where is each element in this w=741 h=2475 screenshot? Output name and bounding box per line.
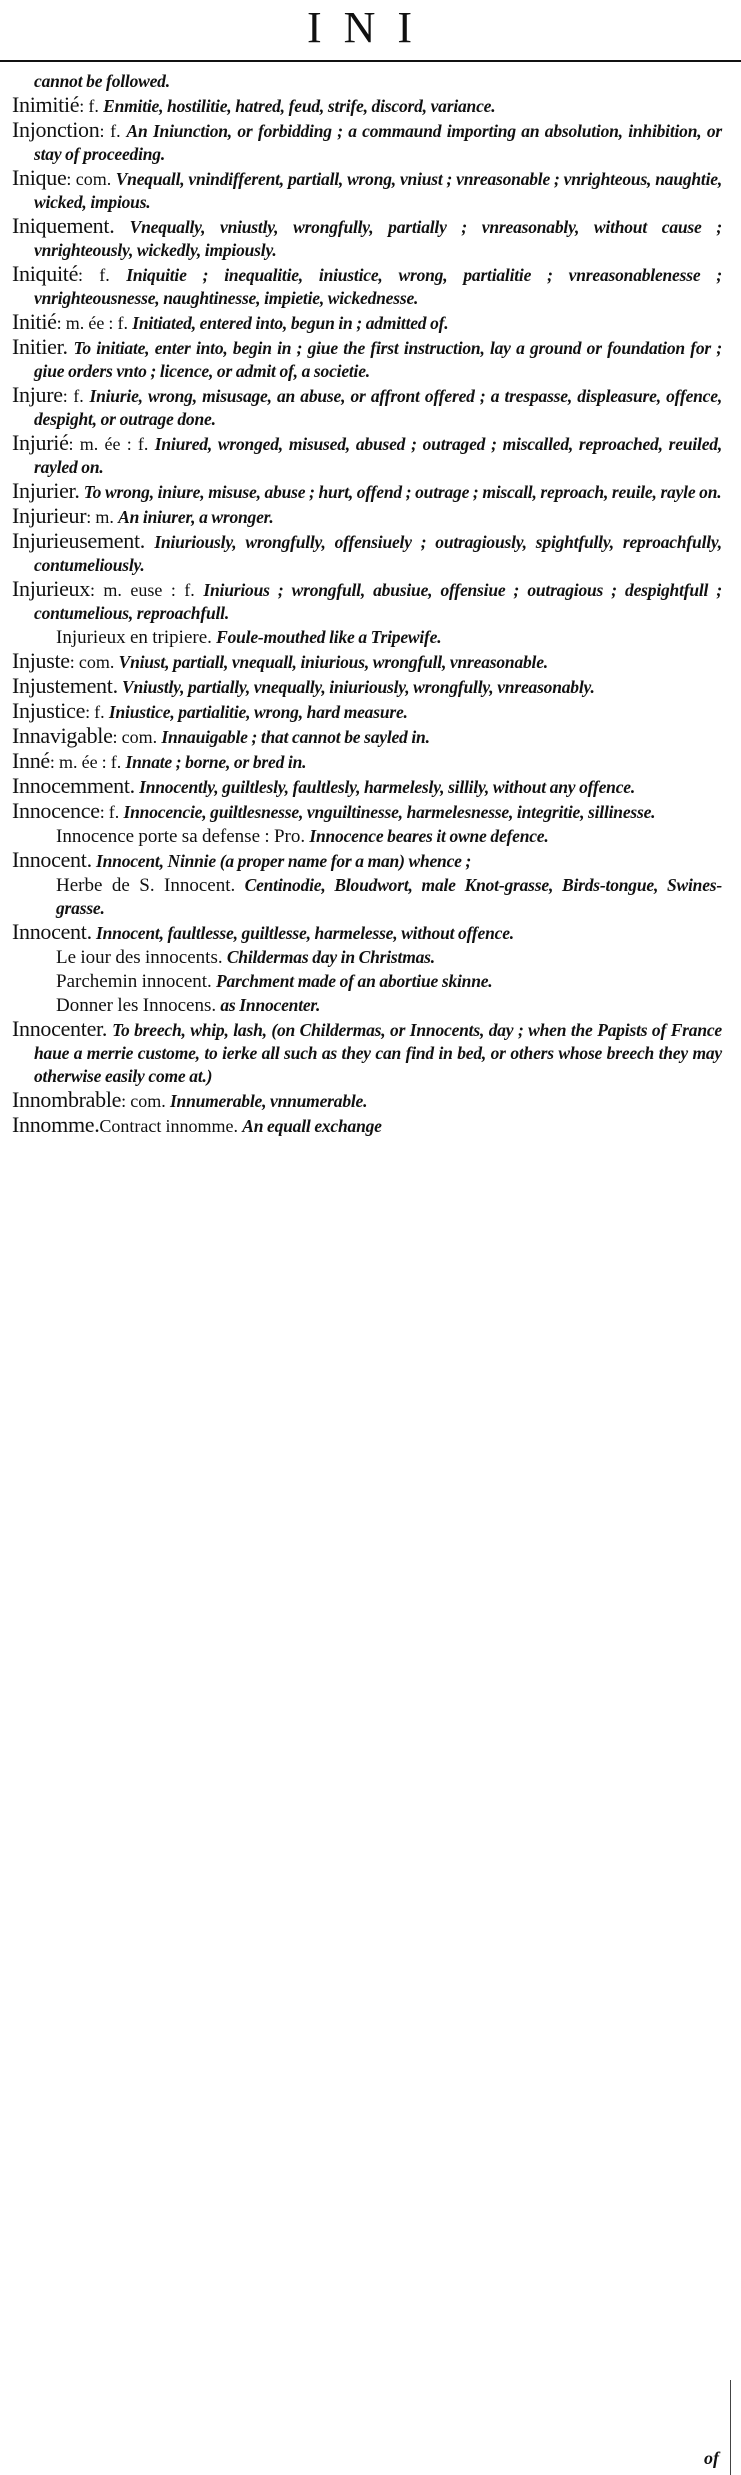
english-gloss: Innumerable, vnnumerable.	[169, 1091, 368, 1111]
grammar-label: : f.	[78, 265, 110, 285]
headword: Injurier.	[12, 478, 80, 503]
english-gloss: Innocently, guiltlesly, faultlesly, harmelesly, sillily, without any offence.	[139, 777, 636, 797]
headword: Innocemment.	[12, 773, 135, 798]
grammar-label: : m. ée : f.	[56, 313, 129, 333]
dictionary-entry	[12, 311, 722, 335]
grammar-label: : f.	[99, 802, 120, 822]
headword: Innavigable	[12, 723, 113, 748]
dictionary-entry	[12, 336, 722, 383]
english-gloss: Enmitie, hostilitie, hatred, feud, strife, discord, variance.	[103, 96, 496, 116]
english-gloss: Vnequally, vniustly, wrongfully, partially ; vnreasonably, without cause ; vnrighteously, wickedly, impiously.	[34, 217, 722, 260]
english-gloss: Iniurious ; wrongfull, abusiue, offensiue ; outragious ; despightfull ; contumelious, reproachfull.	[34, 580, 722, 623]
headword: Injure	[12, 382, 63, 407]
headword: Injurieur	[12, 503, 87, 528]
english-gloss: An iniurer, a wronger.	[118, 507, 274, 527]
headword: Initié	[12, 309, 57, 334]
phrase-lead: Injurieux en tripiere.	[56, 627, 212, 648]
english-gloss: Innocencie, guiltlesnesse, vnguiltinesse, harmelesnesse, integritie, sillinesse.	[123, 802, 656, 822]
dictionary-entry	[12, 215, 722, 262]
headword: Injustement.	[12, 673, 118, 698]
english-gloss: Iniustice, partialitie, wrong, hard measure.	[108, 702, 408, 722]
dictionary-entry	[12, 119, 722, 166]
sub-entry	[34, 946, 722, 969]
english-gloss: An equall exchange	[242, 1116, 382, 1136]
dictionary-entry	[12, 263, 722, 310]
dictionary-entry	[12, 1114, 722, 1138]
english-gloss: Innauigable ; that cannot be sayled in.	[161, 727, 430, 747]
dictionary-entry	[12, 800, 722, 824]
english-gloss: as Innocenter.	[220, 995, 321, 1015]
dictionary-entry	[12, 750, 722, 774]
header-rule	[0, 60, 741, 62]
dictionary-entry	[12, 432, 722, 479]
english-gloss: Iniurie, wrong, misusage, an abuse, or affront offered ; a trespasse, displeasure, offence, despight, or outrage done.	[34, 386, 722, 429]
running-head: INI	[306, 3, 435, 52]
english-gloss: cannot be followed.	[34, 71, 170, 91]
english-gloss: To breech, whip, lash, (on Childermas, or Innocents, day ; when the Papists of France haue a merrie custome, to ierke all such as they can find in bed, or others whose breech they may otherwise easily come at.)	[34, 1020, 722, 1086]
headword: Inné	[12, 748, 50, 773]
dictionary-entry	[12, 849, 722, 873]
english-gloss: Foule-mouthed like a Tripewife.	[216, 627, 442, 647]
headword: Innombrable	[12, 1087, 122, 1112]
page-header	[0, 0, 741, 64]
english-gloss: To wrong, iniure, misuse, abuse ; hurt, offend ; outrage ; miscall, reproach, reuile, rayle on.	[83, 482, 722, 502]
headword: Injonction	[12, 117, 100, 142]
grammar-label: : m.	[86, 507, 114, 527]
sub-entry	[34, 970, 722, 993]
english-gloss: Innocent, faultlesse, guiltlesse, harmelesse, without offence.	[96, 923, 514, 943]
grammar-label: : f.	[99, 121, 121, 141]
sub-entry	[34, 874, 722, 920]
headword: Iniquité	[12, 261, 79, 286]
headword: Inique	[12, 165, 67, 190]
grammar-label: : f.	[79, 96, 99, 116]
column-rule	[730, 2380, 731, 2475]
dictionary-entry	[12, 505, 722, 529]
grammar-label: Contract innomme.	[99, 1116, 238, 1136]
phrase-lead: Herbe de S. Innocent.	[56, 875, 236, 896]
english-gloss: Innocence beares it owne defence.	[309, 826, 549, 846]
sub-entry	[34, 825, 722, 848]
dictionary-entry	[12, 530, 722, 577]
headword: Innocenter.	[12, 1016, 108, 1041]
english-gloss: Innocent, Ninnie (a proper name for a man) whence ;	[96, 851, 472, 871]
english-gloss: Iniuriously, wrongfully, offensiuely ; outragiously, spightfully, reproachfully, contumeliously.	[34, 532, 722, 575]
dictionary-entry	[12, 1018, 722, 1088]
dictionary-entry	[12, 650, 722, 674]
dictionary-entry	[12, 775, 722, 799]
dictionary-entry	[12, 480, 722, 504]
dictionary-entry	[12, 675, 722, 699]
english-gloss: Iniquitie ; inequalitie, iniustice, wrong, partialitie ; vnreasonablenesse ; vnrighteousnesse, naughtinesse, impietie, wickednesse.	[34, 265, 722, 308]
grammar-label: : f.	[62, 386, 84, 406]
dictionary-entry	[12, 384, 722, 431]
headword: Initier.	[12, 334, 68, 359]
grammar-label: : com.	[121, 1091, 166, 1111]
english-gloss: Vniust, partiall, vnequall, iniurious, wrongfull, vnreasonable.	[118, 652, 548, 672]
sub-entry	[34, 994, 722, 1017]
headword: Innomme.	[12, 1112, 100, 1137]
phrase-lead: Le iour des innocents.	[56, 947, 223, 968]
english-gloss: To initiate, enter into, begin in ; giue the first instruction, lay a ground or foundation for ; giue orders vnto ; licence, or admit of, a societie.	[34, 338, 722, 381]
headword: Innocence	[12, 798, 100, 823]
headword: Injurieusement.	[12, 528, 145, 553]
grammar-label: : m. euse : f.	[89, 580, 195, 600]
dictionary-entry	[12, 921, 722, 945]
english-gloss: Vnequall, vnindifferent, partiall, wrong, vniust ; vnreasonable ; vnrighteous, naughtie, wicked, impious.	[34, 169, 723, 212]
entry-list	[12, 70, 722, 1139]
grammar-label: : com.	[69, 652, 115, 672]
english-gloss: An Iniunction, or forbidding ; a commaund importing an absolution, inhibition, or stay of proceeding.	[34, 121, 722, 164]
catchword: of	[704, 2448, 719, 2468]
phrase-lead: Donner les Innocens.	[56, 995, 217, 1016]
continued-entry	[12, 70, 722, 93]
grammar-label: : m. ée : f.	[68, 434, 149, 454]
headword: Inimitié	[12, 92, 80, 117]
english-gloss: Centinodie, Bloudwort, male Knot-grasse, Birds-tongue, Swines-grasse.	[56, 875, 723, 918]
headword: Innocent.	[12, 847, 92, 872]
headword: Innocent.	[12, 919, 92, 944]
headword: Injurié	[12, 430, 69, 455]
dictionary-entry	[12, 167, 722, 214]
headword: Injustice	[12, 698, 86, 723]
english-gloss: Vniustly, partially, vnequally, iniuriously, wrongfully, vnreasonably.	[122, 677, 595, 697]
english-gloss: Childermas day in Christmas.	[226, 947, 435, 967]
english-gloss: Parchment made of an abortiue skinne.	[216, 971, 493, 991]
dictionary-entry	[12, 725, 722, 749]
dictionary-entry	[12, 578, 722, 625]
headword: Injurieux	[12, 576, 90, 601]
dictionary-entry	[12, 1089, 722, 1113]
english-gloss: Initiated, entered into, begun in ; admitted of.	[132, 313, 449, 333]
headword: Injuste	[12, 648, 70, 673]
grammar-label: : com.	[66, 169, 112, 189]
grammar-label: : com.	[112, 727, 158, 747]
sub-entry	[34, 626, 722, 649]
english-gloss: Innate ; borne, or bred in.	[125, 752, 307, 772]
headword: Iniquement.	[12, 213, 115, 238]
dictionary-entry	[12, 700, 722, 724]
grammar-label: : m. ée : f.	[49, 752, 122, 772]
phrase-lead: Innocence porte sa defense : Pro.	[56, 826, 306, 847]
grammar-label: : f.	[85, 702, 105, 722]
phrase-lead: Parchemin innocent.	[56, 971, 212, 992]
english-gloss: Iniured, wronged, misused, abused ; outraged ; miscalled, reproached, reuiled, rayled on.	[34, 434, 722, 477]
dictionary-entry	[12, 94, 722, 118]
